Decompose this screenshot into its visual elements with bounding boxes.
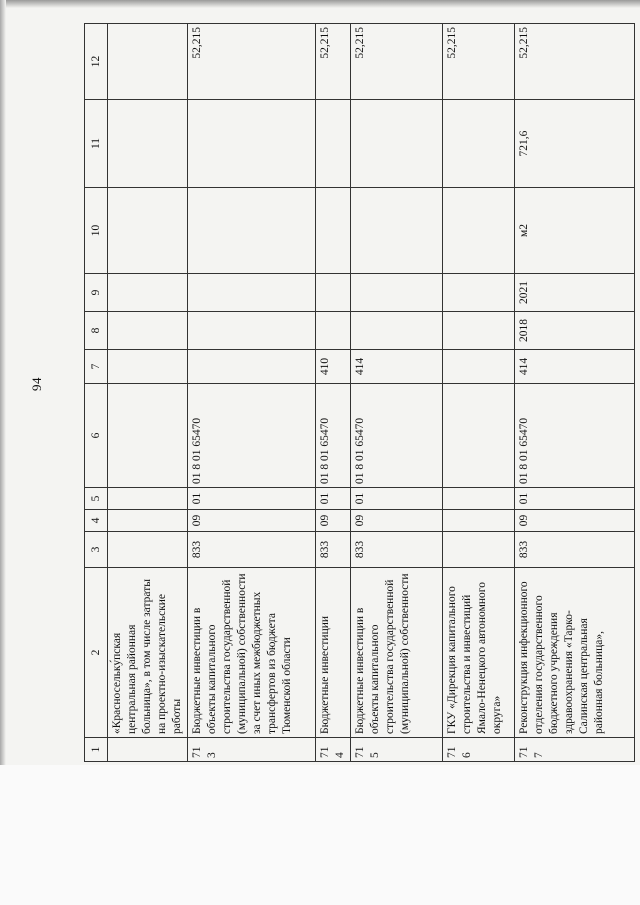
section-code — [443, 510, 515, 532]
amount: 52,215 — [316, 24, 351, 100]
amount: 52,215 — [515, 24, 635, 100]
start-year — [316, 312, 351, 350]
rotated-table-container — [84, 24, 616, 762]
subsection-code: 01 — [515, 488, 635, 510]
unit — [443, 188, 515, 274]
capacity — [351, 100, 443, 188]
ministry-code — [108, 532, 188, 568]
ministry-code: 833 — [188, 532, 316, 568]
ministry-code: 833 — [316, 532, 351, 568]
row-number: 713 — [188, 738, 316, 762]
start-year — [443, 312, 515, 350]
header-cell-6: 6 — [85, 384, 108, 488]
expense-type-code — [443, 350, 515, 384]
start-year — [188, 312, 316, 350]
end-year — [108, 274, 188, 312]
subsection-code: 01 — [351, 488, 443, 510]
amount: 52,215 — [443, 24, 515, 100]
unit — [108, 188, 188, 274]
expense-type-code — [108, 350, 188, 384]
section-code: 09 — [351, 510, 443, 532]
row-description: ГКУ «Дирекция капитального строительства и инвестиций Ямало-Ненецкого автономного округа» — [443, 568, 515, 738]
header-cell-8: 8 — [85, 312, 108, 350]
unit — [351, 188, 443, 274]
header-cell-4: 4 — [85, 510, 108, 532]
expense-type-code: 410 — [316, 350, 351, 384]
table-row — [316, 24, 351, 762]
table-header-row — [85, 24, 108, 762]
section-code: 09 — [188, 510, 316, 532]
ministry-code — [443, 532, 515, 568]
budget-table — [84, 23, 635, 762]
target-article-code: 01 8 01 65470 — [316, 384, 351, 488]
start-year: 2018 — [515, 312, 635, 350]
subsection-code: 01 — [188, 488, 316, 510]
capacity — [108, 100, 188, 188]
row-number: 717 — [515, 738, 635, 762]
scan-shadow-top — [0, 0, 640, 8]
header-cell-9: 9 — [85, 274, 108, 312]
table-row — [108, 24, 188, 762]
target-article-code: 01 8 01 65470 — [188, 384, 316, 488]
page-number: 94 — [29, 377, 44, 391]
header-cell-7: 7 — [85, 350, 108, 384]
row-description: «Красносельку́пская центральная районная больница», в том числе затраты на проектно-изыскательские работы — [108, 568, 188, 738]
row-number: 714 — [316, 738, 351, 762]
ministry-code: 833 — [515, 532, 635, 568]
unit — [188, 188, 316, 274]
row-number: 715 — [351, 738, 443, 762]
end-year — [351, 274, 443, 312]
end-year — [188, 274, 316, 312]
subsection-code: 01 — [316, 488, 351, 510]
header-cell-11: 11 — [85, 100, 108, 188]
end-year — [316, 274, 351, 312]
header-cell-1: 1 — [85, 738, 108, 762]
table-row — [188, 24, 316, 762]
capacity — [188, 100, 316, 188]
row-description: Бюджетные инвестиции — [316, 568, 351, 738]
table-row — [351, 24, 443, 762]
capacity: 721,6 — [515, 100, 635, 188]
section-code — [108, 510, 188, 532]
amount: 52,215 — [188, 24, 316, 100]
row-number — [108, 738, 188, 762]
expense-type-code: 414 — [515, 350, 635, 384]
header-cell-12: 12 — [85, 24, 108, 100]
header-cell-5: 5 — [85, 488, 108, 510]
section-code: 09 — [316, 510, 351, 532]
header-cell-2: 2 — [85, 568, 108, 738]
ministry-code: 833 — [351, 532, 443, 568]
table-row — [443, 24, 515, 762]
section-code: 09 — [515, 510, 635, 532]
page-blank-area — [0, 765, 640, 905]
header-cell-3: 3 — [85, 532, 108, 568]
row-description: Реконструкция инфекционного отделения государственного бюджетного учреждения здравоохранения «Тарко-Салинская центральная районная больница», — [515, 568, 635, 738]
unit — [316, 188, 351, 274]
row-number: 716 — [443, 738, 515, 762]
target-article-code — [108, 384, 188, 488]
subsection-code — [108, 488, 188, 510]
header-cell-10: 10 — [85, 188, 108, 274]
target-article-code: 01 8 01 65470 — [351, 384, 443, 488]
expense-type-code: 414 — [351, 350, 443, 384]
row-description: Бюджетные инвестиции в объекты капитального строительства государственной (муниципальной) собственности за счет иных межбюджетных трансфертов из бюджета Тюменской области — [188, 568, 316, 738]
subsection-code — [443, 488, 515, 510]
row-description: Бюджетные инвестиции в объекты капитального строительства государственной (муниципальной) собственности — [351, 568, 443, 738]
unit: м2 — [515, 188, 635, 274]
target-article-code: 01 8 01 65470 — [515, 384, 635, 488]
end-year — [443, 274, 515, 312]
end-year: 2021 — [515, 274, 635, 312]
target-article-code — [443, 384, 515, 488]
expense-type-code — [188, 350, 316, 384]
amount: 52,215 — [351, 24, 443, 100]
capacity — [443, 100, 515, 188]
table-row — [515, 24, 635, 762]
capacity — [316, 100, 351, 188]
amount — [108, 24, 188, 100]
start-year — [108, 312, 188, 350]
start-year — [351, 312, 443, 350]
